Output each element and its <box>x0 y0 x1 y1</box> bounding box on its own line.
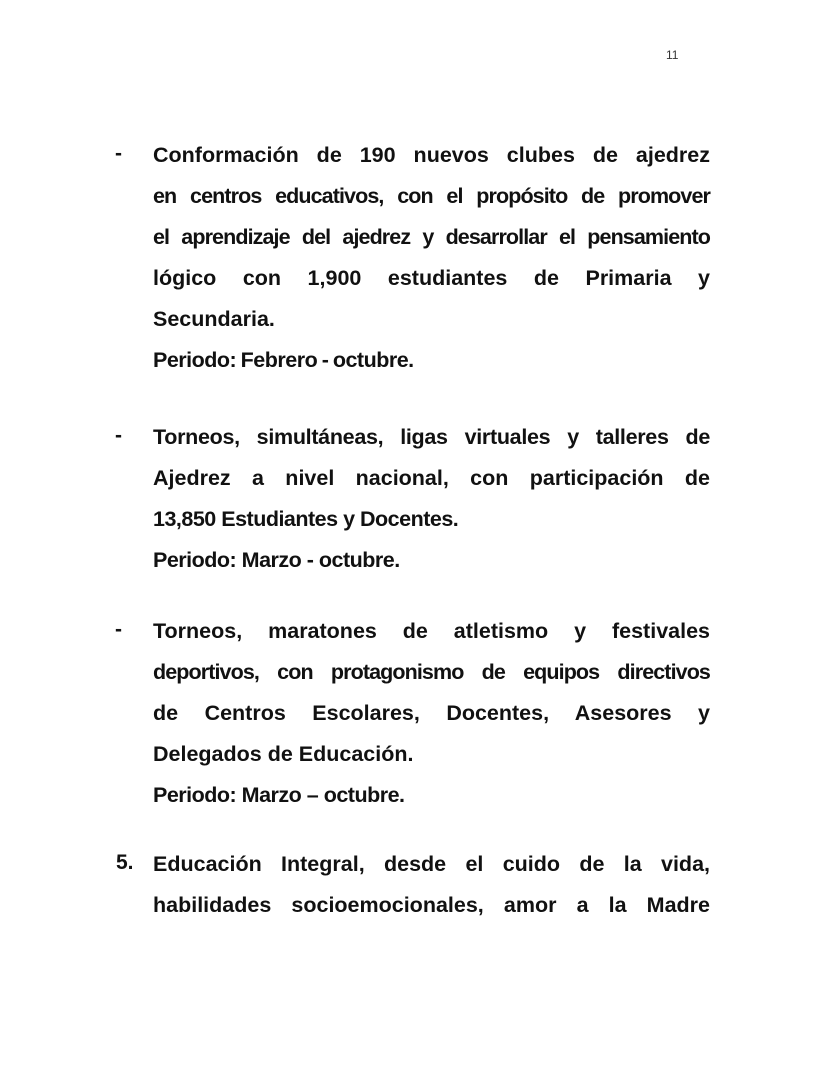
item-text-line: 13,850 Estudiantes y Docentes. <box>153 507 459 531</box>
item-text-line: Torneos, maratones de atletismo y festivales <box>153 619 710 643</box>
bullet-marker: - <box>115 424 122 447</box>
bullet-marker: - <box>115 618 122 641</box>
item-text-line: Conformación de 190 nuevos clubes de ajedrez <box>153 143 710 167</box>
item-text-line: en centros educativos, con el propósito de promover <box>153 184 710 208</box>
item-text-line: Torneos, simultáneas, ligas virtuales y talleres de <box>153 425 710 449</box>
item-period: Periodo: Marzo – octubre. <box>153 783 405 807</box>
item-period: Periodo: Febrero - octubre. <box>153 348 414 372</box>
item-period: Periodo: Marzo - octubre. <box>153 548 400 572</box>
item-text-line: Ajedrez a nivel nacional, con participación de <box>153 466 710 490</box>
number-marker: 5. <box>116 851 134 874</box>
item-text-line: Secundaria. <box>153 307 275 331</box>
item-text-line: deportivos, con protagonismo de equipos directivos <box>153 660 710 684</box>
item-text-line: Delegados de Educación. <box>153 742 414 766</box>
item-text-line: lógico con 1,900 estudiantes de Primaria y <box>153 266 710 290</box>
page-number: 11 <box>666 48 679 62</box>
item-text-line: de Centros Escolares, Docentes, Asesores y <box>153 701 710 725</box>
item-text-line: Educación Integral, desde el cuido de la vida, <box>153 852 710 876</box>
item-text-line: habilidades socioemocionales, amor a la Madre <box>153 893 710 917</box>
bullet-marker: - <box>115 142 122 165</box>
item-text-line: el aprendizaje del ajedrez y desarrollar el pensamiento <box>153 225 710 249</box>
